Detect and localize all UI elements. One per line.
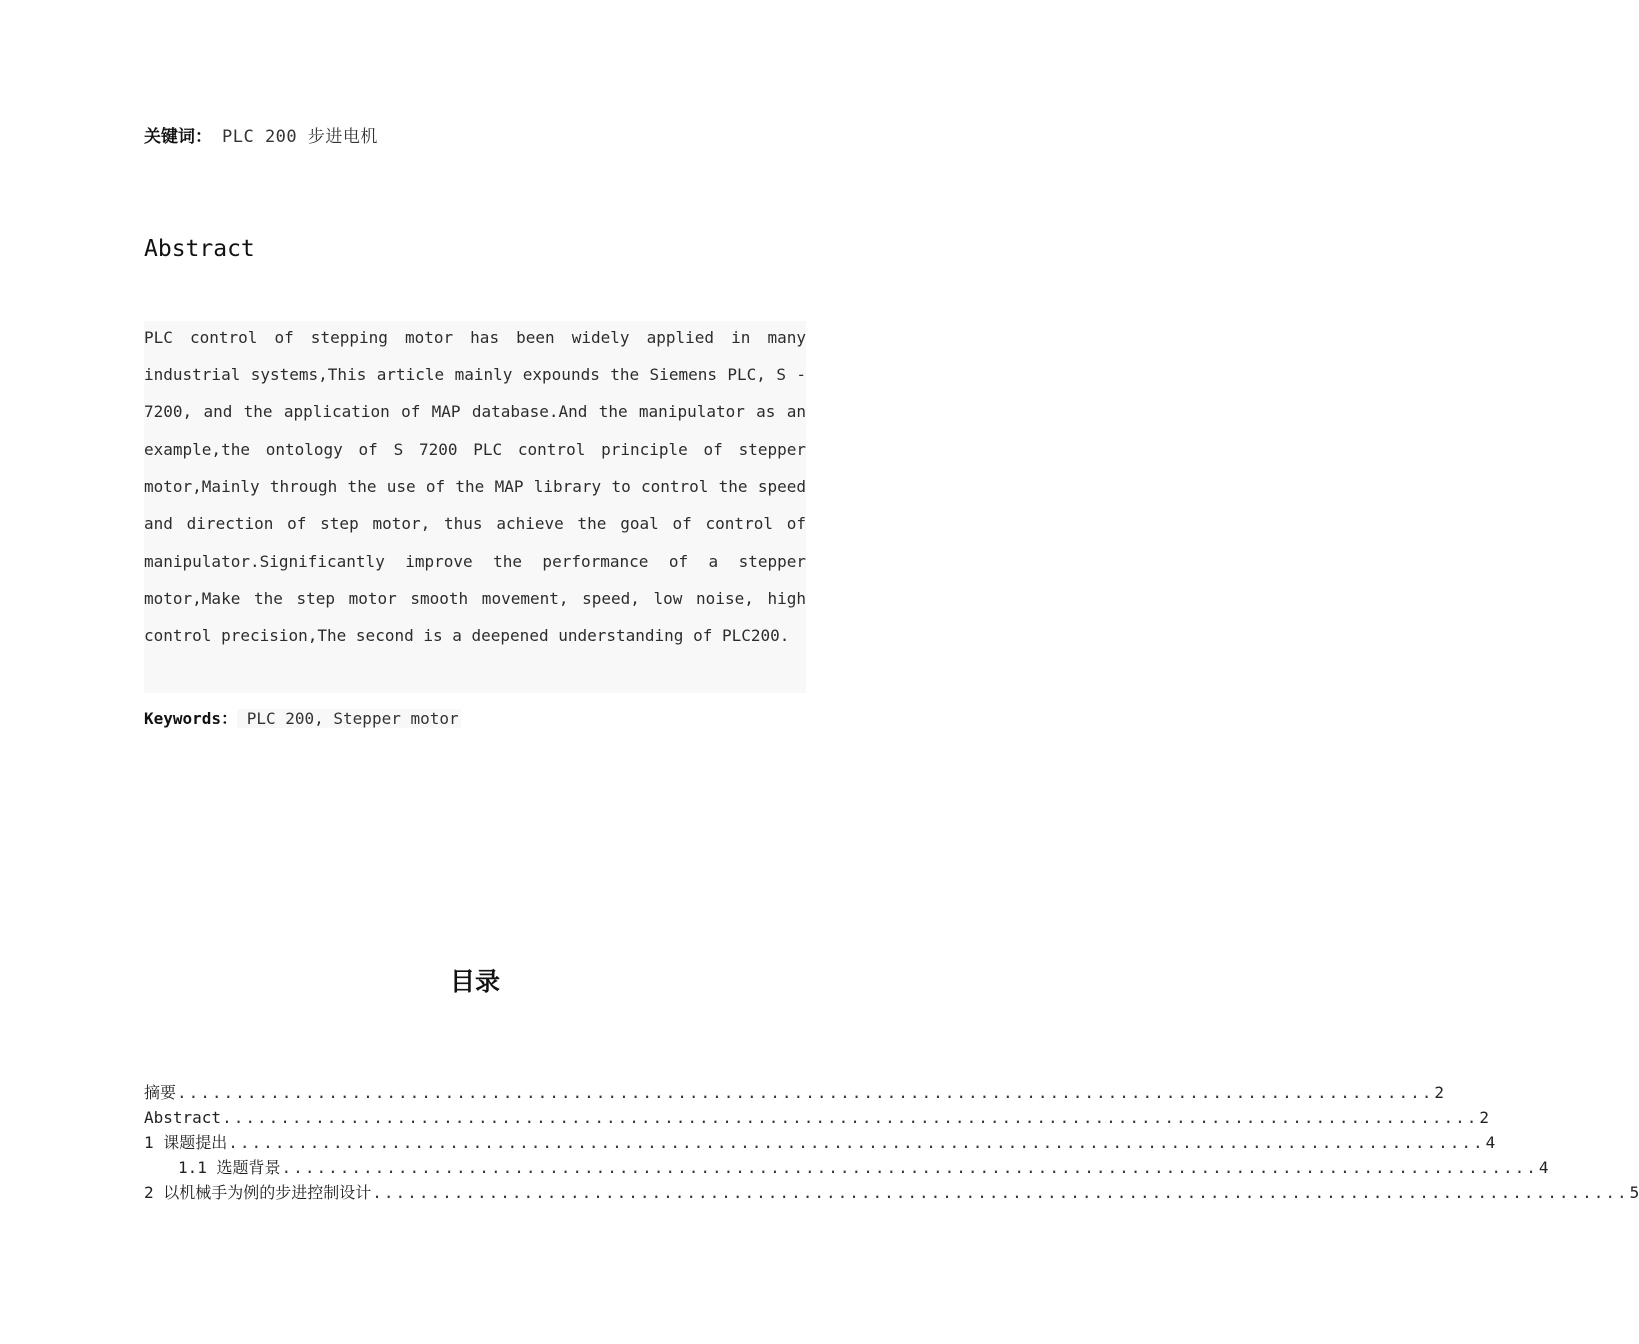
- toc-entry-text: 1 课题提出: [144, 1133, 228, 1152]
- toc-leader-dots: ............................................................................................................: [228, 1133, 1485, 1152]
- keywords-cn: [144, 125, 378, 149]
- toc-leader-dots: ............................................................................................................: [372, 1183, 1629, 1202]
- toc-entry-text: 摘要: [144, 1083, 177, 1102]
- abstract-line: motor,Make the step motor smooth movement, speed, low noise, high: [144, 589, 806, 608]
- toc-entry-text: 2 以机械手为例的步进控制设计: [144, 1183, 372, 1202]
- abstract-line: and direction of step motor, thus achieve the goal of control of: [144, 514, 806, 533]
- toc-entry-page: 4: [1485, 1133, 1496, 1152]
- keywords-en-label: Keywords：: [144, 709, 238, 728]
- toc-leader-dots: ............................................................................................................: [222, 1108, 1479, 1127]
- abstract-heading: Abstract: [144, 236, 255, 262]
- toc-entry-text: 1.1 选题背景: [178, 1158, 281, 1177]
- keywords-en: [144, 708, 461, 730]
- toc-entry-page: 2: [1434, 1083, 1444, 1102]
- toc-leader-dots: ............................................................................................................: [177, 1083, 1434, 1102]
- abstract-line: control precision,The second is a deepened understanding of PLC200.: [144, 626, 790, 645]
- keywords-cn-value: PLC 200 步进电机: [222, 127, 378, 147]
- toc-entry-page: 2: [1479, 1108, 1490, 1127]
- abstract-line: 7200, and the application of MAP database.And the manipulator as an: [144, 402, 806, 421]
- abstract-line: manipulator.Significantly improve the performance of a stepper: [144, 552, 806, 571]
- toc-leader-dots: ............................................................................................................: [281, 1158, 1538, 1177]
- table-of-contents: [144, 1080, 1639, 1205]
- abstract-line: PLC control of stepping motor has been widely applied in many: [144, 328, 806, 347]
- abstract-line: example,the ontology of S 7200 PLC control principle of stepper: [144, 440, 806, 459]
- keywords-cn-label: 关键词：: [144, 127, 212, 147]
- abstract-body: [144, 321, 806, 693]
- toc-entry-page: 5: [1629, 1183, 1639, 1202]
- toc-entry[interactable]: [144, 1105, 1490, 1130]
- toc-entry[interactable]: [144, 1155, 1549, 1180]
- toc-entry[interactable]: [144, 1080, 1444, 1105]
- toc-title: 目录: [449, 967, 500, 996]
- toc-entry[interactable]: [144, 1180, 1639, 1205]
- abstract-line: industrial systems,This article mainly expounds the Siemens PLC, S -: [144, 365, 806, 384]
- toc-entry[interactable]: [144, 1130, 1496, 1155]
- keywords-en-value: PLC 200, Stepper motor: [237, 709, 459, 728]
- toc-entry-text: Abstract: [144, 1108, 222, 1127]
- toc-entry-page: 4: [1538, 1158, 1549, 1177]
- abstract-line: motor,Mainly through the use of the MAP library to control the speed: [144, 477, 806, 496]
